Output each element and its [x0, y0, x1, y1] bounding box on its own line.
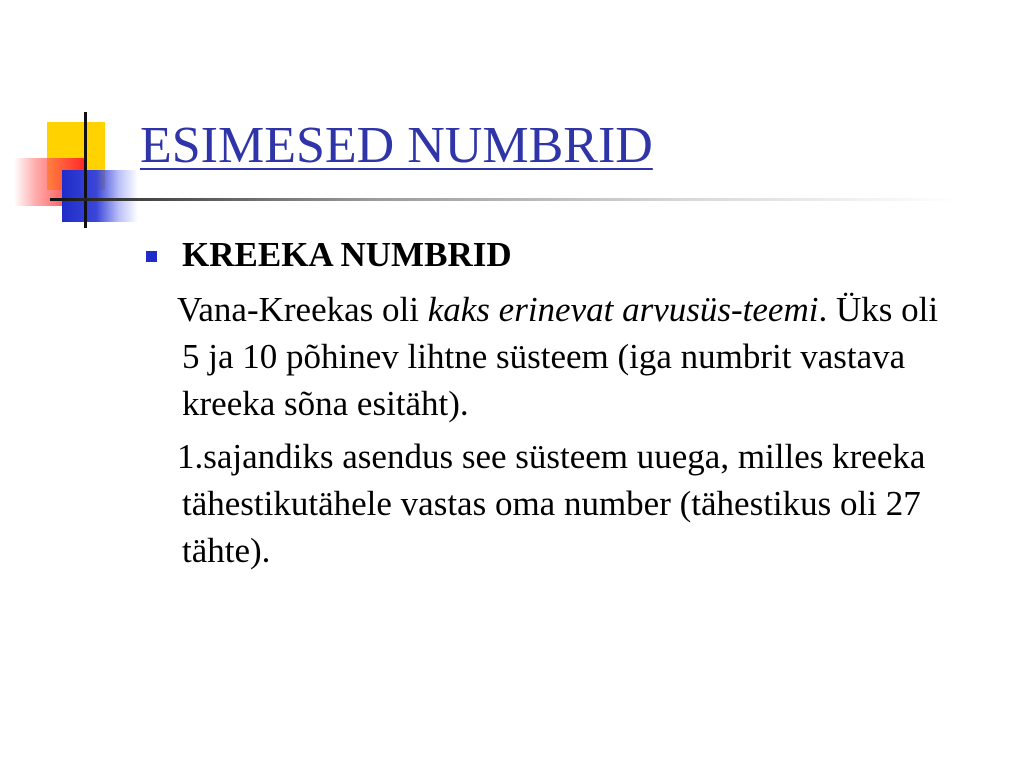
square-bullet-icon [146, 251, 157, 262]
slide-body [140, 232, 970, 574]
bullet-label: KREEKA NUMBRID [182, 235, 512, 274]
paragraph-alphabet-system [177, 433, 962, 574]
paragraph-italic-text: kaks erinevat arvusüs-teemi [427, 290, 819, 329]
title-divider-line [50, 198, 960, 201]
paragraph-greek-systems [177, 286, 962, 427]
logo-blue-bar [62, 170, 138, 222]
bullet-item [140, 232, 970, 278]
paragraph-text: 1.sajandiks asendus see süsteem uuega, milles kreeka tähestikutähele vastas oma number (tähestikus oli 27 tähte). [177, 437, 926, 570]
slide-title: ESIMESED NUMBRID [140, 117, 653, 174]
paragraph-text-before: Vana-Kreekas oli [177, 290, 428, 329]
paragraph-text-after: . Üks oli 5 ja 10 põhinev lihtne süsteem (iga numbrit vastava kreeka sõna esitäht). [182, 290, 939, 423]
logo-vertical-line [84, 112, 87, 228]
